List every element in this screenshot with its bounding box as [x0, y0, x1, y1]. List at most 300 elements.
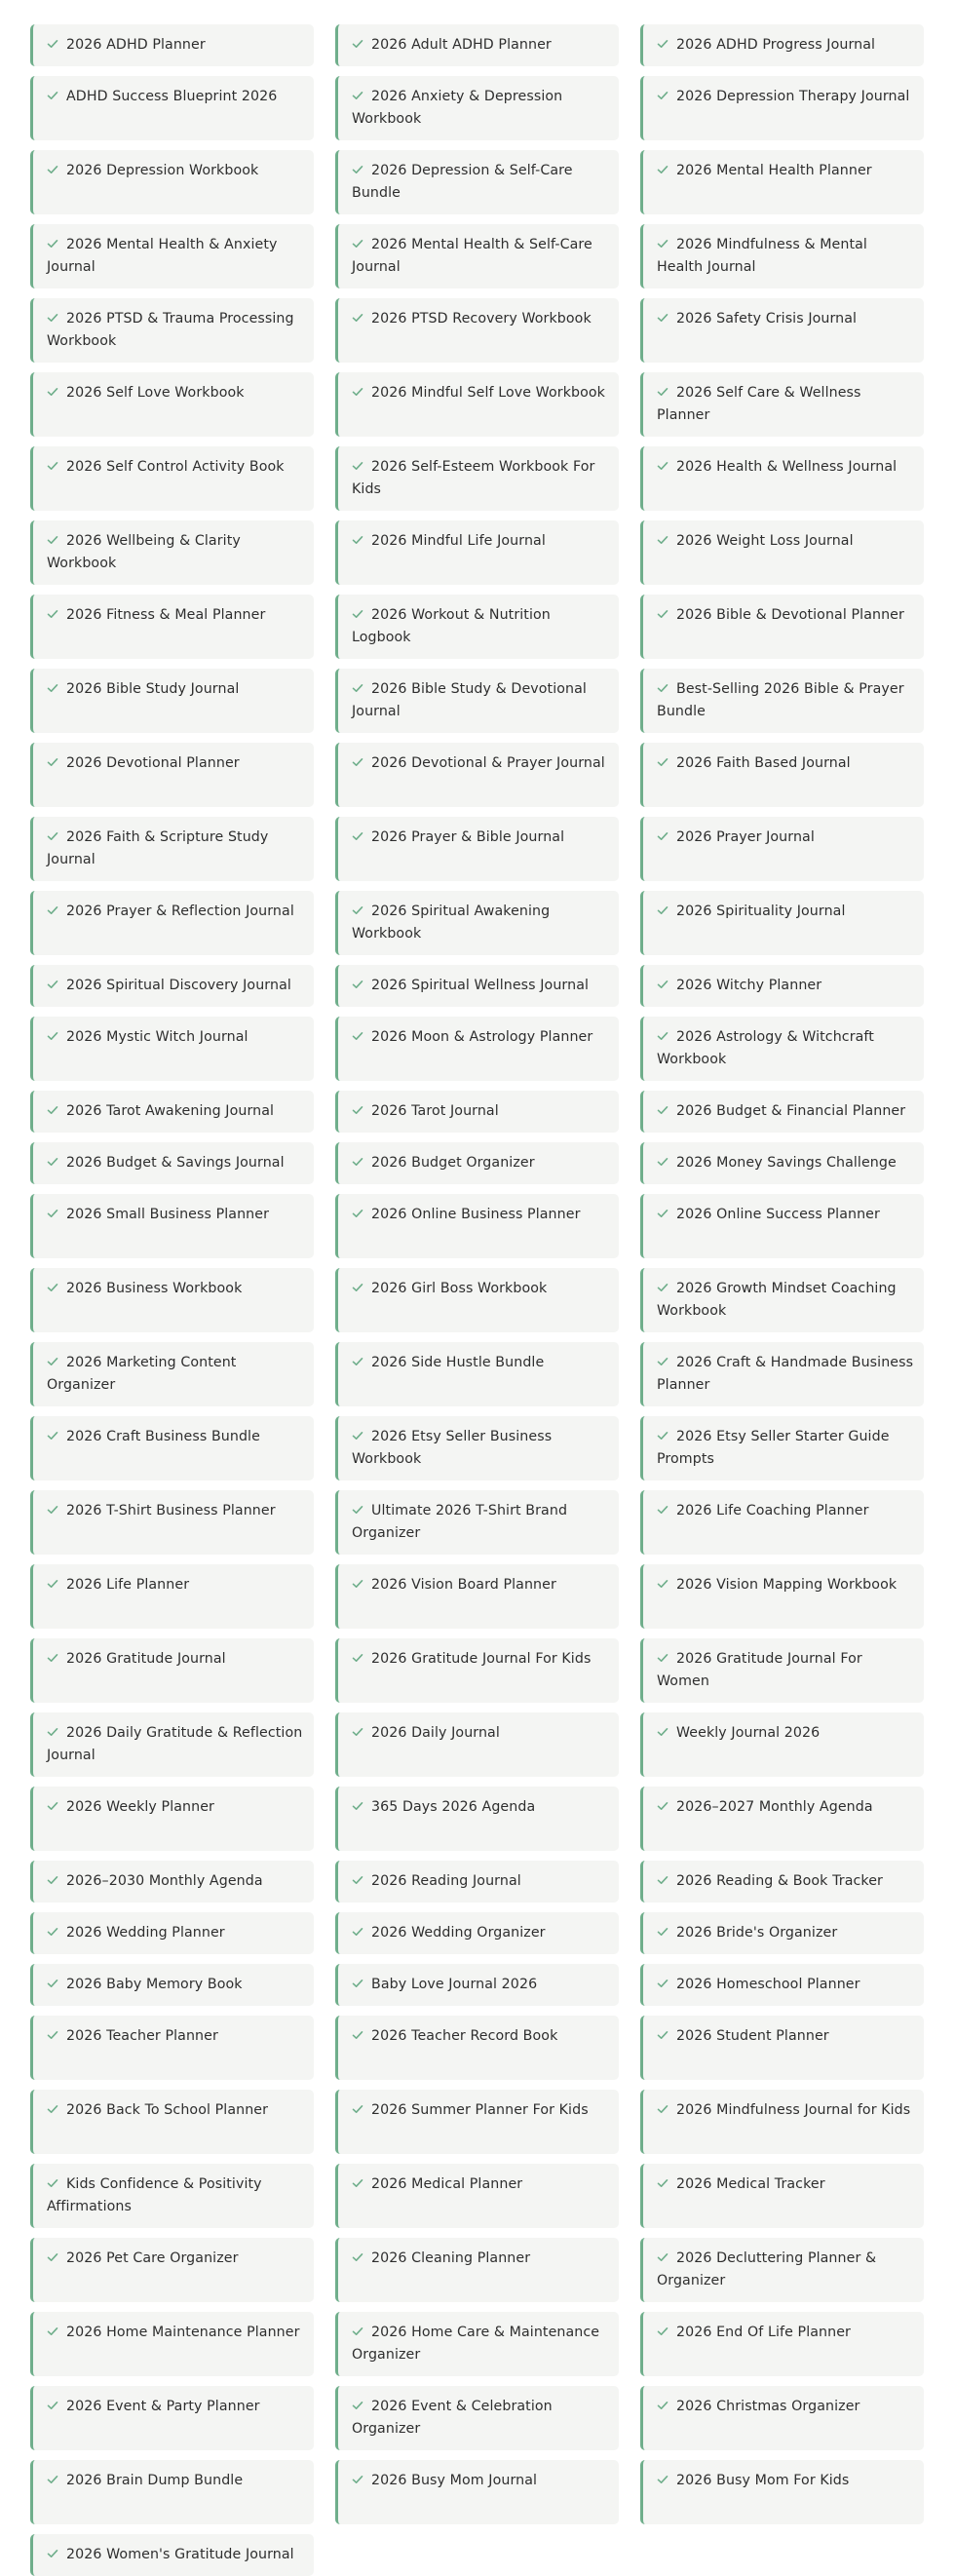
checkmark-icon: [47, 312, 58, 324]
checkmark-icon: [47, 979, 58, 990]
checkmark-icon: [47, 1430, 58, 1442]
list-item[interactable]: [30, 298, 314, 363]
checkmark-icon: [352, 2400, 363, 2411]
checkmark-icon: [657, 1208, 668, 1219]
checkmark-icon: [47, 2177, 58, 2189]
list-item-label: 2026 Tarot Awakening Journal: [66, 1103, 275, 1119]
planner-checklist-grid: [30, 24, 925, 2576]
list-item-label: 2026–2027 Monthly Agenda: [676, 1799, 873, 1815]
checkmark-icon: [657, 238, 668, 250]
checkmark-icon: [352, 1430, 363, 1442]
list-item-label: 2026 Workout & Nutrition Logbook: [352, 607, 551, 645]
list-item[interactable]: [335, 1912, 619, 1954]
list-item[interactable]: [30, 1017, 314, 1081]
list-item-label: 2026 Gratitude Journal: [66, 1651, 226, 1667]
checkmark-icon: [657, 1874, 668, 1886]
list-item[interactable]: [335, 2016, 619, 2080]
checkmark-icon: [352, 1156, 363, 1168]
list-item[interactable]: [640, 224, 924, 288]
list-item[interactable]: [30, 1712, 314, 1777]
list-item[interactable]: [335, 372, 619, 437]
list-item-label: 2026 Wedding Planner: [66, 1925, 225, 1941]
checkmark-icon: [352, 534, 363, 546]
list-item-label: 2026 Medical Planner: [371, 2176, 523, 2192]
list-item-label: 2026 Spiritual Awakening Workbook: [352, 904, 551, 942]
list-item-label: 2026 Bride's Organizer: [676, 1925, 838, 1941]
list-item[interactable]: [640, 150, 924, 214]
checkmark-icon: [47, 682, 58, 694]
list-item-label: 2026 Prayer Journal: [676, 829, 815, 845]
list-item-label: 2026 Life Planner: [66, 1577, 190, 1593]
checkmark-icon: [657, 608, 668, 620]
checkmark-icon: [657, 312, 668, 324]
checkmark-icon: [657, 830, 668, 842]
list-item[interactable]: [640, 2238, 924, 2302]
list-item[interactable]: [335, 1091, 619, 1133]
checkmark-icon: [47, 2474, 58, 2485]
list-item-label: Kids Confidence & Positivity Affirmations: [47, 2176, 262, 2214]
list-item[interactable]: [30, 891, 314, 955]
list-item[interactable]: [640, 595, 924, 659]
checkmark-icon: [352, 1726, 363, 1738]
checkmark-icon: [352, 1356, 363, 1367]
list-item-label: 2026 Daily Journal: [371, 1725, 500, 1741]
list-item[interactable]: [640, 520, 924, 585]
list-item-label: 2026 Pet Care Organizer: [66, 2250, 239, 2266]
checkmark-icon: [352, 164, 363, 175]
list-item[interactable]: [30, 2534, 314, 2576]
checkmark-icon: [47, 1208, 58, 1219]
checkmark-icon: [352, 2029, 363, 2041]
list-item[interactable]: [335, 24, 619, 66]
list-item[interactable]: [640, 446, 924, 511]
list-item-label: 2026 Prayer & Bible Journal: [371, 829, 565, 845]
list-item[interactable]: [335, 150, 619, 214]
checkmark-icon: [47, 1726, 58, 1738]
list-item[interactable]: [30, 1194, 314, 1258]
list-item-label: 2026 Busy Mom Journal: [371, 2473, 538, 2488]
list-item[interactable]: [30, 1638, 314, 1703]
list-item-label: 2026 Reading Journal: [371, 1873, 521, 1889]
list-item-label: Ultimate 2026 T-Shirt Brand Organizer: [352, 1503, 568, 1541]
checkmark-icon: [47, 1104, 58, 1116]
list-item-label: 2026 Astrology & Witchcraft Workbook: [657, 1029, 874, 1067]
list-item-label: 2026 Brain Dump Bundle: [66, 2473, 244, 2488]
list-item-label: 2026 Student Planner: [676, 2028, 829, 2044]
checkmark-icon: [352, 904, 363, 916]
list-item-label: 2026 Mystic Witch Journal: [66, 1029, 248, 1045]
checkmark-icon: [657, 460, 668, 472]
list-item-label: 2026 Mental Health & Self-Care Journal: [352, 237, 592, 275]
checkmark-icon: [47, 386, 58, 398]
list-item[interactable]: [30, 2238, 314, 2302]
list-item-label: 2026 Women's Gratitude Journal: [66, 2547, 294, 2562]
checkmark-icon: [47, 1800, 58, 1812]
list-item[interactable]: [335, 2460, 619, 2524]
list-item[interactable]: [30, 817, 314, 881]
list-item[interactable]: [640, 2016, 924, 2080]
list-item-label: 2026 Busy Mom For Kids: [676, 2473, 850, 2488]
list-item[interactable]: [640, 1787, 924, 1851]
list-item-label: 2026 Event & Party Planner: [66, 2399, 260, 2414]
checkmark-icon: [47, 1030, 58, 1042]
list-item[interactable]: [640, 1194, 924, 1258]
list-item-label: 2026 Self-Esteem Workbook For Kids: [352, 459, 595, 497]
list-item-label: 2026 Gratitude Journal For Kids: [371, 1651, 592, 1667]
checkmark-icon: [657, 682, 668, 694]
list-item[interactable]: [640, 1712, 924, 1777]
list-item-label: 2026 Daily Gratitude & Reflection Journal: [47, 1725, 303, 1763]
list-item-label: 2026 Growth Mindset Coaching Workbook: [657, 1281, 897, 1319]
list-item[interactable]: [335, 1142, 619, 1184]
list-item[interactable]: [30, 595, 314, 659]
list-item-label: 2026 T-Shirt Business Planner: [66, 1503, 276, 1519]
list-item[interactable]: [30, 1912, 314, 1954]
list-item-label: 2026 Homeschool Planner: [676, 1977, 860, 1992]
list-item-label: Weekly Journal 2026: [676, 1725, 821, 1741]
checkmark-icon: [657, 1652, 668, 1664]
list-item[interactable]: [335, 965, 619, 1007]
list-item[interactable]: [335, 1564, 619, 1629]
list-item-label: 2026 Home Maintenance Planner: [66, 2325, 300, 2340]
list-item-label: 2026 Adult ADHD Planner: [371, 37, 552, 53]
list-item[interactable]: [30, 76, 314, 140]
list-item-label: 2026 Budget & Financial Planner: [676, 1103, 906, 1119]
list-item[interactable]: [30, 1787, 314, 1851]
list-item-label: 2026 Decluttering Planner & Organizer: [657, 2250, 877, 2288]
list-item-label: 2026 Wellbeing & Clarity Workbook: [47, 533, 241, 571]
list-item-label: 2026 Marketing Content Organizer: [47, 1355, 237, 1393]
list-item[interactable]: [640, 965, 924, 1007]
list-item[interactable]: [335, 1416, 619, 1480]
checkmark-icon: [47, 238, 58, 250]
list-item[interactable]: [30, 1564, 314, 1629]
list-item-label: 2026 Vision Board Planner: [371, 1577, 556, 1593]
list-item[interactable]: [30, 743, 314, 807]
checkmark-icon: [47, 2029, 58, 2041]
list-item[interactable]: [335, 2386, 619, 2450]
list-item[interactable]: [30, 520, 314, 585]
list-item-label: 2026 Vision Mapping Workbook: [676, 1577, 898, 1593]
checkmark-icon: [352, 608, 363, 620]
list-item[interactable]: [30, 24, 314, 66]
list-item[interactable]: [30, 1142, 314, 1184]
list-item-label: 2026 Tarot Journal: [371, 1103, 499, 1119]
list-item[interactable]: [30, 1091, 314, 1133]
checkmark-icon: [47, 1652, 58, 1664]
checkmark-icon: [47, 2548, 58, 2559]
checkmark-icon: [352, 460, 363, 472]
list-item-label: 2026 Bible & Devotional Planner: [676, 607, 904, 623]
list-item-label: 2026 ADHD Progress Journal: [676, 37, 876, 53]
list-item[interactable]: [30, 1268, 314, 1332]
list-item[interactable]: [335, 1017, 619, 1081]
checkmark-icon: [47, 1874, 58, 1886]
list-item[interactable]: [30, 2090, 314, 2154]
list-item[interactable]: [335, 1638, 619, 1703]
list-item[interactable]: [30, 1861, 314, 1903]
checkmark-icon: [352, 1800, 363, 1812]
list-item[interactable]: [335, 1712, 619, 1777]
list-item-label: 2026 Prayer & Reflection Journal: [66, 904, 294, 919]
list-item[interactable]: [640, 1490, 924, 1555]
list-item-label: 2026 Summer Planner For Kids: [371, 2102, 589, 2118]
list-item-label: 2026 Safety Crisis Journal: [676, 311, 858, 327]
checkmark-icon: [352, 1030, 363, 1042]
list-item[interactable]: [640, 2312, 924, 2376]
checkmark-icon: [47, 2326, 58, 2337]
checkmark-icon: [352, 312, 363, 324]
checkmark-icon: [352, 38, 363, 50]
checkmark-icon: [47, 1282, 58, 1293]
list-item-label: 2026 Online Success Planner: [676, 1207, 880, 1222]
checkmark-icon: [47, 2400, 58, 2411]
list-item[interactable]: [30, 2164, 314, 2228]
list-item-label: 2026 Spirituality Journal: [676, 904, 846, 919]
list-item-label: 2026 Depression Workbook: [66, 163, 259, 178]
list-item[interactable]: [30, 1964, 314, 2006]
checkmark-icon: [47, 1926, 58, 1938]
list-item-label: 2026 PTSD & Trauma Processing Workbook: [47, 311, 294, 349]
checkmark-icon: [352, 2474, 363, 2485]
list-item[interactable]: [335, 669, 619, 733]
list-item-label: 2026 Small Business Planner: [66, 1207, 270, 1222]
list-item-label: 2026 Weight Loss Journal: [676, 533, 854, 549]
checkmark-icon: [657, 1800, 668, 1812]
checkmark-icon: [657, 1926, 668, 1938]
checkmark-icon: [47, 1156, 58, 1168]
list-item[interactable]: [30, 2312, 314, 2376]
list-item-label: 2026 Craft & Handmade Business Planner: [657, 1355, 914, 1393]
list-item-label: 2026 Devotional Planner: [66, 755, 240, 771]
checkmark-icon: [657, 2474, 668, 2485]
list-item-label: 2026 Mental Health Planner: [676, 163, 872, 178]
list-item-label: 2026 Witchy Planner: [676, 978, 822, 993]
list-item[interactable]: [30, 224, 314, 288]
list-item-label: 2026 Christmas Organizer: [676, 2399, 860, 2414]
checkmark-icon: [352, 1208, 363, 1219]
list-item[interactable]: [335, 2238, 619, 2302]
checkmark-icon: [352, 1578, 363, 1590]
list-item-label: 2026 Self Care & Wellness Planner: [657, 385, 861, 423]
list-item[interactable]: [640, 1342, 924, 1406]
list-item-label: 2026 Spiritual Discovery Journal: [66, 978, 291, 993]
list-item[interactable]: [640, 372, 924, 437]
list-item[interactable]: [335, 1268, 619, 1332]
list-item[interactable]: [335, 1964, 619, 2006]
list-item-label: 2026 Mindfulness Journal for Kids: [676, 2102, 911, 2118]
checkmark-icon: [352, 1978, 363, 1989]
checkmark-icon: [657, 90, 668, 101]
list-item[interactable]: [335, 2164, 619, 2228]
checkmark-icon: [657, 1430, 668, 1442]
checkmark-icon: [657, 904, 668, 916]
list-item[interactable]: [640, 669, 924, 733]
list-item[interactable]: [640, 24, 924, 66]
list-item[interactable]: [640, 1091, 924, 1133]
checkmark-icon: [657, 164, 668, 175]
checkmark-icon: [657, 756, 668, 768]
list-item-label: 2026 End Of Life Planner: [676, 2325, 851, 2340]
list-item-label: ADHD Success Blueprint 2026: [66, 89, 278, 104]
checkmark-icon: [47, 460, 58, 472]
list-item[interactable]: [640, 1017, 924, 1081]
list-item[interactable]: [335, 891, 619, 955]
checkmark-icon: [47, 534, 58, 546]
list-item-label: 2026 Back To School Planner: [66, 2102, 269, 2118]
list-item[interactable]: [30, 1416, 314, 1480]
list-item[interactable]: [640, 1861, 924, 1903]
list-item[interactable]: [335, 1342, 619, 1406]
checkmark-icon: [657, 1104, 668, 1116]
list-item[interactable]: [335, 1490, 619, 1555]
list-item-label: 2026 Spiritual Wellness Journal: [371, 978, 590, 993]
checkmark-icon: [657, 1030, 668, 1042]
list-item-label: 2026 Devotional & Prayer Journal: [371, 755, 605, 771]
list-item-label: 2026 Health & Wellness Journal: [676, 459, 898, 475]
list-item-label: 2026 PTSD Recovery Workbook: [371, 311, 592, 327]
list-item[interactable]: [640, 1912, 924, 1954]
checkmark-icon: [47, 1356, 58, 1367]
list-item-label: Best-Selling 2026 Bible & Prayer Bundle: [657, 681, 904, 719]
list-item-label: 2026 Baby Memory Book: [66, 1977, 243, 1992]
list-item-label: 2026 Side Hustle Bundle: [371, 1355, 545, 1370]
list-item[interactable]: [335, 743, 619, 807]
list-item[interactable]: [640, 1964, 924, 2006]
list-item[interactable]: [640, 1638, 924, 1703]
list-item-label: 2026 Mindfulness & Mental Health Journal: [657, 237, 867, 275]
checkmark-icon: [657, 386, 668, 398]
list-item[interactable]: [335, 1787, 619, 1851]
list-item-label: 2026 Home Care & Maintenance Organizer: [352, 2325, 600, 2363]
checkmark-icon: [352, 682, 363, 694]
list-item[interactable]: [640, 743, 924, 807]
list-item[interactable]: [640, 1142, 924, 1184]
checkmark-icon: [352, 1874, 363, 1886]
list-item[interactable]: [640, 2460, 924, 2524]
list-item[interactable]: [30, 1342, 314, 1406]
list-item-label: 2026 Mental Health & Anxiety Journal: [47, 237, 278, 275]
list-item[interactable]: [335, 2090, 619, 2154]
list-item[interactable]: [30, 372, 314, 437]
list-item[interactable]: [30, 965, 314, 1007]
list-item[interactable]: [640, 2164, 924, 2228]
list-item[interactable]: [30, 669, 314, 733]
checkmark-icon: [47, 830, 58, 842]
list-item-label: 2026 Faith & Scripture Study Journal: [47, 829, 269, 867]
checkmark-icon: [47, 1978, 58, 1989]
list-item[interactable]: [335, 298, 619, 363]
checkmark-icon: [352, 2177, 363, 2189]
checkmark-icon: [657, 534, 668, 546]
checkmark-icon: [657, 1282, 668, 1293]
list-item[interactable]: [30, 2016, 314, 2080]
checkmark-icon: [47, 1504, 58, 1516]
list-item[interactable]: [30, 1490, 314, 1555]
list-item-label: 365 Days 2026 Agenda: [371, 1799, 536, 1815]
checkmark-icon: [47, 164, 58, 175]
checkmark-icon: [47, 904, 58, 916]
checkmark-icon: [47, 2251, 58, 2263]
list-item-label: 2026 Etsy Seller Starter Guide Prompts: [657, 1429, 890, 1467]
list-item-label: 2026 Budget & Savings Journal: [66, 1155, 285, 1171]
checkmark-icon: [657, 1578, 668, 1590]
list-item-label: 2026 Life Coaching Planner: [676, 1503, 869, 1519]
list-item[interactable]: [640, 891, 924, 955]
checkmark-icon: [657, 2251, 668, 2263]
checkmark-icon: [657, 2177, 668, 2189]
list-item-label: 2026 Teacher Record Book: [371, 2028, 558, 2044]
checkmark-icon: [47, 608, 58, 620]
checkmark-icon: [352, 90, 363, 101]
list-item[interactable]: [335, 2312, 619, 2376]
list-item[interactable]: [640, 2386, 924, 2450]
checkmark-icon: [352, 979, 363, 990]
checkmark-icon: [352, 756, 363, 768]
checkmark-icon: [47, 90, 58, 101]
list-item-label: 2026 Teacher Planner: [66, 2028, 218, 2044]
list-item[interactable]: [335, 520, 619, 585]
list-item-label: 2026 ADHD Planner: [66, 37, 206, 53]
list-item[interactable]: [335, 1194, 619, 1258]
list-item[interactable]: [640, 76, 924, 140]
checkmark-icon: [352, 1104, 363, 1116]
list-item[interactable]: [30, 446, 314, 511]
list-item-label: 2026 Craft Business Bundle: [66, 1429, 260, 1444]
checkmark-icon: [47, 2103, 58, 2115]
checkmark-icon: [352, 2251, 363, 2263]
list-item[interactable]: [640, 817, 924, 881]
list-item[interactable]: [640, 2090, 924, 2154]
checkmark-icon: [352, 386, 363, 398]
list-item-label: 2026 Business Workbook: [66, 1281, 243, 1296]
list-item-label: 2026 Weekly Planner: [66, 1799, 214, 1815]
checkmark-icon: [657, 38, 668, 50]
checkmark-icon: [657, 2103, 668, 2115]
list-item[interactable]: [640, 1416, 924, 1480]
list-item-label: 2026 Depression Therapy Journal: [676, 89, 910, 104]
list-item[interactable]: [30, 2460, 314, 2524]
list-item-label: 2026 Girl Boss Workbook: [371, 1281, 548, 1296]
list-item[interactable]: [640, 298, 924, 363]
list-item-label: 2026 Fitness & Meal Planner: [66, 607, 266, 623]
list-item[interactable]: [335, 595, 619, 659]
list-item-label: 2026 Self Love Workbook: [66, 385, 245, 401]
list-item[interactable]: [30, 2386, 314, 2450]
checkmark-icon: [657, 1504, 668, 1516]
checkmark-icon: [352, 830, 363, 842]
list-item-label: 2026 Depression & Self-Care Bundle: [352, 163, 573, 201]
list-item[interactable]: [640, 1268, 924, 1332]
list-item-label: 2026 Self Control Activity Book: [66, 459, 285, 475]
checkmark-icon: [657, 1356, 668, 1367]
list-item-label: 2026 Anxiety & Depression Workbook: [352, 89, 563, 127]
list-item[interactable]: [335, 817, 619, 881]
list-item[interactable]: [640, 1564, 924, 1629]
list-item[interactable]: [335, 224, 619, 288]
checkmark-icon: [657, 2400, 668, 2411]
checkmark-icon: [352, 2326, 363, 2337]
checkmark-icon: [47, 38, 58, 50]
list-item-label: 2026 Moon & Astrology Planner: [371, 1029, 593, 1045]
checkmark-icon: [657, 1156, 668, 1168]
checkmark-icon: [352, 1926, 363, 1938]
list-item[interactable]: [335, 1861, 619, 1903]
list-item[interactable]: [335, 446, 619, 511]
list-item[interactable]: [335, 76, 619, 140]
list-item-label: 2026 Faith Based Journal: [676, 755, 851, 771]
list-item[interactable]: [30, 150, 314, 214]
